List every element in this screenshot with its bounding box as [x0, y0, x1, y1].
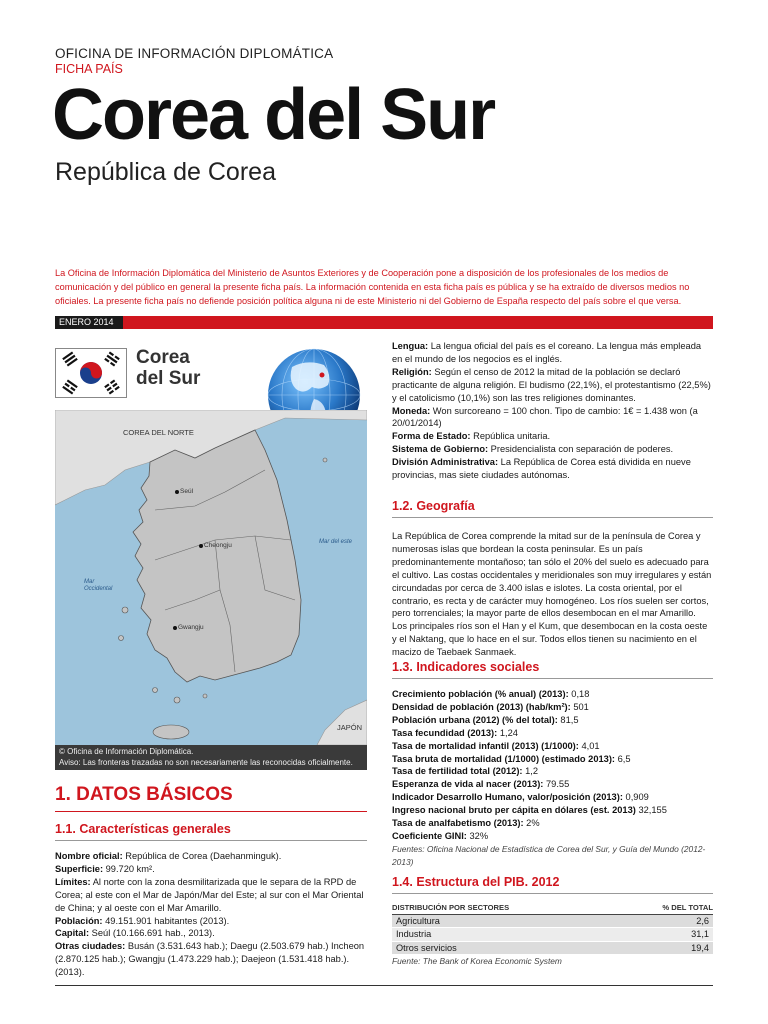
page-subtitle: República de Corea	[55, 158, 276, 186]
date-label: ENERO 2014	[55, 316, 123, 329]
table-row: Agricultura 2,6	[392, 915, 713, 928]
subsection-title-caracteristicas: 1.1. Características generales	[55, 822, 231, 836]
korea-map	[55, 410, 367, 745]
office-name: OFICINA DE INFORMACIÓN DIPLOMÁTICA	[55, 46, 334, 61]
list-item: Coeficiente GINI: 32%	[392, 830, 489, 841]
list-item: Capital: Seúl (10.166.691 hab., 2013).	[55, 928, 215, 939]
geografia-text: La República de Corea comprende la mitad sur de la península de Corea y numerosas islas que bordean la costa peninsular. Es un país predominantemente montañoso; tan sólo el 20% del suelo es adecuado para el cultivo. Las costas occidentales y meridionales son muy irregulares y están circundadas por cerca de 3.400 islas e islotes. La costa oriental, por el contrario, es recta y de carácter muy homogéneo. Los ríos suelen ser cortos, pero torrenciales; la mayor parte de ellos desembocan en el mar Amarillo. Los principales ríos son el Han y el Kum, que desembocan en la costa oeste y el Naktang, que lo hace en el sur. Todos ellos tienen su nacimiento en el macizo de Taebaek Sanmaek.	[392, 531, 712, 658]
disclaimer-text: La Oficina de Información Diplomática del Ministerio de Asuntos Exteriores y de Cooperación pone a disposición de los profesionales de los medios de comunicación y del público en general la presente ficha país. La información contenida en esta ficha país es pública y se ha extraído de diversos medios no oficiales. La presente ficha país no defiende posición política alguna ni de este Ministerio ni del Gobierno de España respecto del país sobre el que versa.	[55, 268, 690, 306]
section-divider	[55, 811, 367, 812]
subsection-divider	[392, 893, 713, 894]
bottom-divider	[55, 985, 713, 986]
pib-table-header	[392, 903, 713, 915]
map-caption: © Oficina de Información Diplomática. Aviso: Las fronteras trazadas no son necesariamente las reconocidas oficialmente.	[55, 745, 367, 770]
datos-generales-list	[392, 340, 713, 482]
subsection-divider	[392, 678, 713, 679]
list-item: Religión: Según el censo de 2012 la mitad de la población se declaró practicante de alguna religión. El budismo (22,1%), el protestantismo (22,5%) y el catolicismo (10,1%) son las tres religiones dominantes.	[392, 366, 711, 403]
subsection-title-pib: 1.4. Estructura del PIB. 2012	[392, 875, 560, 889]
list-item: Límites: Al norte con la zona desmilitarizada que le separa de la RPD de Corea; al este con el Mar de Japón/Mar del Este; al sur con el Mar Oriental de China; y al oeste con el Mar Amarillo.	[55, 876, 364, 913]
indicadores-list	[392, 688, 713, 869]
subsection-divider	[55, 840, 367, 841]
map-city-gwangju: Gwangju	[178, 624, 204, 631]
list-item: Indicador Desarrollo Humano, valor/posición (2013): 0,909	[392, 792, 649, 803]
list-item: Población: 49.151.901 habitantes (2013).	[55, 915, 230, 926]
list-item: Tasa bruta de mortalidad (1/1000) (estimado 2013): 6,5	[392, 753, 631, 764]
list-item: Población urbana (2012) (% del total): 81,5	[392, 714, 579, 725]
caracteristicas-list	[55, 850, 367, 979]
list-item: Tasa fecundidad (2013): 1,24	[392, 727, 518, 738]
map-label-east-sea: Mar del este	[319, 539, 353, 545]
list-item: Forma de Estado: República unitaria.	[392, 431, 551, 442]
indicadores-source: Fuentes: Oficina Nacional de Estadística de Corea del Sur, y Guía del Mundo (2012-2013)	[392, 843, 706, 867]
list-item: Superficie: 99.720 km².	[55, 863, 155, 874]
list-item: Crecimiento población (% anual) (2013): 0,18	[392, 689, 590, 699]
pib-col-percent: % DEL TOTAL	[662, 903, 713, 912]
page-title: Corea del Sur	[52, 75, 495, 155]
date-bar	[55, 316, 713, 329]
list-item: Sistema de Gobierno: Presidencialista con separación de poderes.	[392, 444, 674, 455]
map-label-west-sea: Mar Occidental	[84, 579, 113, 592]
table-row: Industria 31,1	[392, 928, 713, 941]
korea-flag-icon	[55, 348, 127, 398]
map-city-seoul: Seúl	[180, 488, 194, 495]
pib-source: Fuente: The Bank of Korea Economic System	[392, 956, 562, 967]
map-label-japan: JAPÓN	[337, 723, 363, 732]
list-item: Nombre oficial: República de Corea (Daehanminguk).	[55, 851, 282, 861]
list-item: Ingreso nacional bruto per cápita en dólares (est. 2013) 32,155	[392, 805, 667, 816]
list-item: Moneda: Won surcoreano = 100 chon. Tipo de cambio: 1€ = 1.438 won (a 20/01/2014)	[392, 405, 698, 429]
list-item: Tasa de analfabetismo (2013): 2%	[392, 818, 540, 829]
list-item: Esperanza de vida al nacer (2013): 79.55	[392, 779, 570, 790]
list-item: Tasa de mortalidad infantil (2013) (1/1000): 4,01	[392, 740, 600, 751]
pib-col-sector: DISTRIBUCIÓN POR SECTORES	[392, 903, 510, 912]
list-item: Tasa de fertilidad total (2012): 1,2	[392, 766, 539, 777]
subsection-title-geografia: 1.2. Geografía	[392, 499, 475, 513]
table-row: Otros servicios 19,4	[392, 942, 713, 955]
map-country-name: Corea del Sur	[136, 347, 201, 389]
subsection-title-indicadores: 1.3. Indicadores sociales	[392, 660, 540, 674]
map-label-north-korea: COREA DEL NORTE	[123, 428, 194, 437]
list-item: Densidad de población (2013) (hab/km²): 501	[392, 701, 589, 712]
map-city-cheongju: Cheongju	[204, 542, 232, 549]
ficha-label: FICHA PAÍS	[55, 62, 123, 76]
list-item: Lengua: La lengua oficial del país es el coreano. La lengua más empleada en el mundo de los negocios es el inglés.	[392, 341, 702, 364]
pib-table	[392, 903, 713, 966]
list-item: Otras ciudades: Busán (3.531.643 hab.); Daegu (2.503.679 hab.) Incheon (2.870.125 hab.); Gwangju (1.473.229 hab.); Daejeon (1.531.418 hab.). (2013).	[55, 941, 365, 978]
subsection-divider	[392, 517, 713, 518]
section-title-datos-basicos: 1. DATOS BÁSICOS	[55, 784, 233, 805]
list-item: División Administrativa: La República de Corea está dividida en nueve provincias, mas siete ciudades autónomas.	[392, 457, 691, 481]
